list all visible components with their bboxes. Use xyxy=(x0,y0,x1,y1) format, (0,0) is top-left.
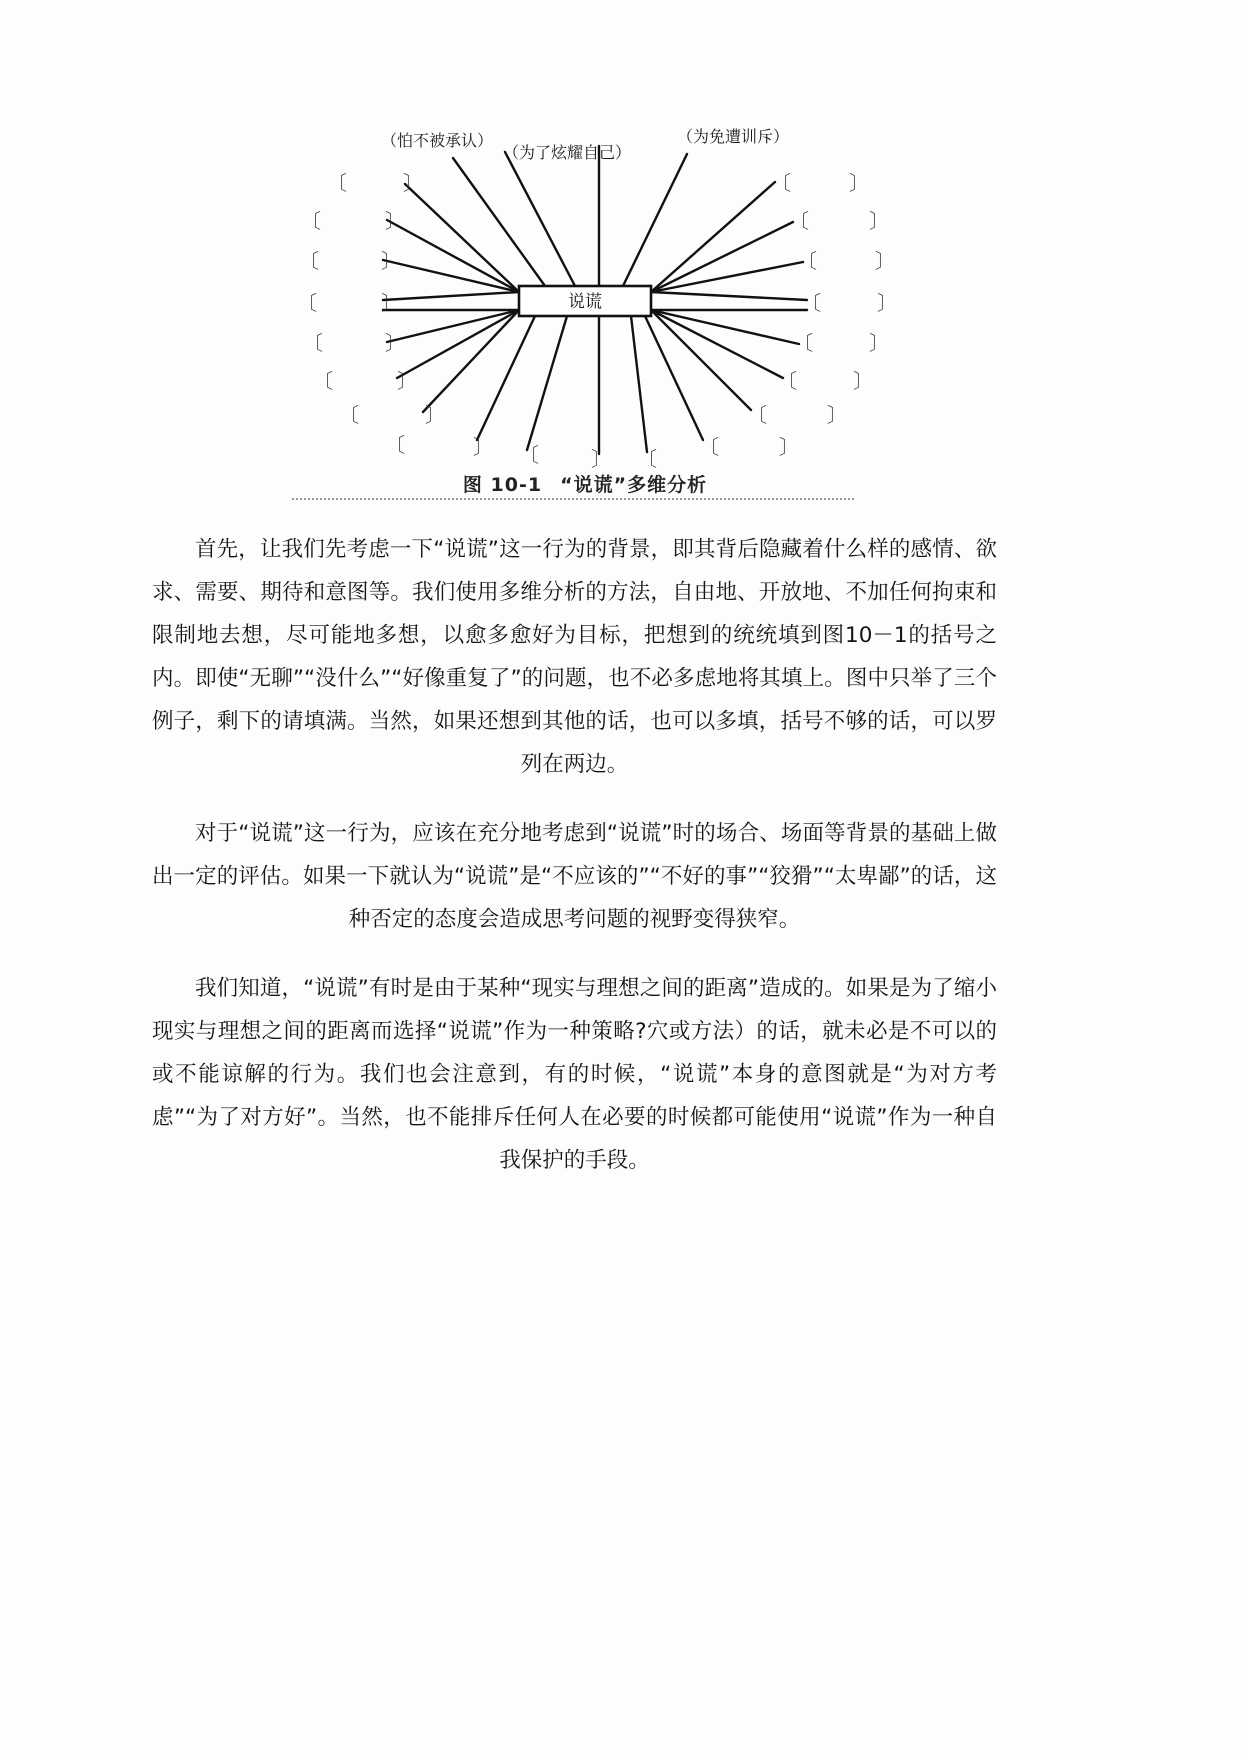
example-label-1: （怕不被承认） xyxy=(380,131,494,150)
paragraph: 对于“说谎”这一行为，应该在充分地考虑到“说谎”时的场合、场面等背景的基础上做出一定的评估。如果一下就认为“说谎”是“不应该的”“不好的事”“狡猾”“太卑鄙”的话，这种否定的态度会造成思考问题的视野变得狭窄。 xyxy=(152,821,997,932)
body-text xyxy=(152,528,997,1208)
empty-slot-bracket[interactable]: 〕 xyxy=(591,447,611,471)
figure-caption xyxy=(255,470,915,497)
empty-slot-bracket[interactable]: 〔 xyxy=(299,249,319,273)
empty-slot-bracket[interactable]: 〔 xyxy=(297,291,317,315)
empty-slot-bracket[interactable]: 〕 xyxy=(385,331,405,355)
empty-slot-bracket[interactable]: 〔 xyxy=(385,433,405,457)
empty-slot-bracket[interactable]: 〔 xyxy=(747,403,767,427)
empty-slot-bracket[interactable]: 〔 xyxy=(301,209,321,233)
empty-slots-right-inner xyxy=(699,171,821,459)
empty-slot-bracket[interactable]: 〔 xyxy=(313,369,333,393)
empty-slot-bracket[interactable]: 〕 xyxy=(849,171,869,195)
empty-slot-bracket[interactable]: 〔 xyxy=(801,291,821,315)
empty-slot-bracket[interactable]: 〕 xyxy=(779,435,799,459)
empty-slot-bracket[interactable]: 〕 xyxy=(877,291,897,315)
empty-slot-bracket[interactable]: 〔 xyxy=(637,447,657,471)
empty-slots-bottom xyxy=(519,443,657,471)
figure-divider xyxy=(292,498,854,500)
figure-number: 图 10-1 xyxy=(462,474,543,496)
empty-slot-bracket[interactable]: 〕 xyxy=(869,331,889,355)
empty-slot-bracket[interactable]: 〔 xyxy=(789,209,809,233)
example-label-3: （为免遭训斥） xyxy=(676,127,790,146)
empty-slot-bracket[interactable]: 〕 xyxy=(403,171,423,195)
empty-slot-bracket[interactable]: 〔 xyxy=(793,331,813,355)
example-label-2: （为了炫耀自己） xyxy=(502,143,632,162)
empty-slot-bracket[interactable]: 〔 xyxy=(777,369,797,393)
paragraph: 我们知道，“说谎”有时是由于某种“现实与理想之间的距离”造成的。如果是为了缩小现实与理想之间的距离而选择“说谎”作为一种策略?穴或方法）的话，就未必是不可以的或不能谅解的行为。我们也会注意到，有的时候，“说谎”本身的意图就是“为对方考虑”“为了对方好”。当然，也不能排斥任何人在必要的时候都可能使用“说谎”作为一种自我保护的手段。 xyxy=(152,976,997,1173)
empty-slot-bracket[interactable]: 〔 xyxy=(699,435,719,459)
empty-slot-bracket[interactable]: 〕 xyxy=(381,249,401,273)
empty-slot-bracket[interactable]: 〔 xyxy=(519,443,539,467)
empty-slot-bracket[interactable]: 〕 xyxy=(853,369,873,393)
empty-slot-bracket[interactable]: 〕 xyxy=(827,403,847,427)
empty-slot-bracket[interactable]: 〕 xyxy=(381,291,401,315)
empty-slot-bracket[interactable]: 〔 xyxy=(327,171,347,195)
mind-map-figure xyxy=(255,110,915,510)
empty-slot-bracket[interactable]: 〕 xyxy=(425,403,445,427)
empty-slot-bracket[interactable]: 〔 xyxy=(339,403,359,427)
empty-slot-bracket[interactable]: 〔 xyxy=(771,171,791,195)
empty-slot-bracket[interactable]: 〕 xyxy=(397,369,417,393)
paragraph: 首先，让我们先考虑一下“说谎”这一行为的背景，即其背后隐藏着什么样的感情、欲求、需要、期待和意图等。我们使用多维分析的方法，自由地、开放地、不加任何拘束和限制地去想，尽可能地多想，以愈多愈好为目标，把想到的统统填到图10－1的括号之内。即使“无聊”“没什么”“好像重复了”的问题，也不必多虑地将其填上。图中只举了三个例子，剩下的请填满。当然，如果还想到其他的话，也可以多填，括号不够的话，可以罗列在两边。 xyxy=(152,537,997,777)
figure-title: “说谎”多维分析 xyxy=(560,474,708,496)
center-node-label: 说谎 xyxy=(568,292,602,312)
empty-slot-bracket[interactable]: 〔 xyxy=(797,249,817,273)
mind-map-svg xyxy=(255,110,915,510)
empty-slot-bracket[interactable]: 〕 xyxy=(869,209,889,233)
empty-slot-bracket[interactable]: 〕 xyxy=(385,209,405,233)
empty-slot-bracket[interactable]: 〕 xyxy=(875,249,895,273)
empty-slot-bracket[interactable]: 〔 xyxy=(303,331,323,355)
empty-slot-bracket[interactable]: 〕 xyxy=(473,435,493,459)
